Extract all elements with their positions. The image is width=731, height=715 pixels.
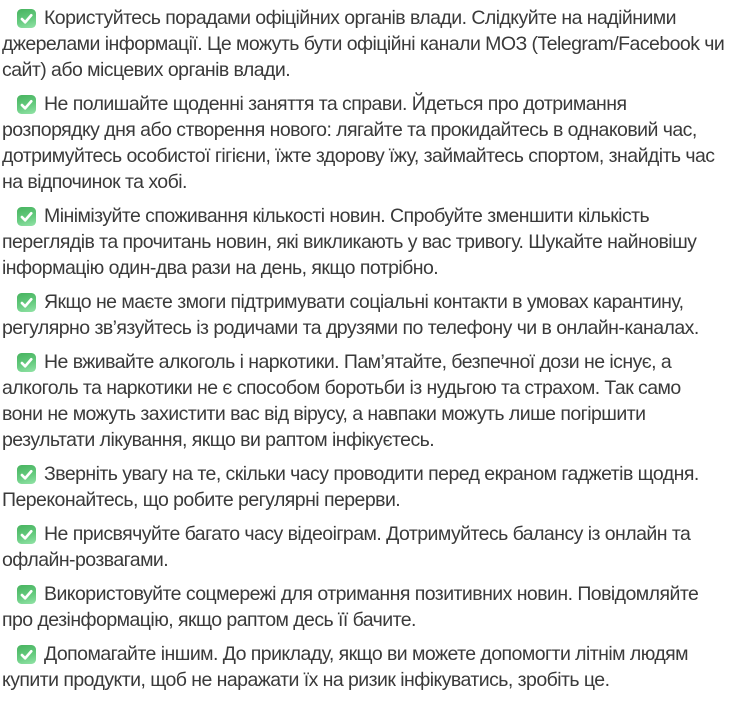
tip-text: Мінімізуйте споживання кількості новин. Спробуйте зменшити кількість переглядів та прочитань новин, які викликають у вас тривогу. Шукайте найновішу інформацію один-два рази на день, якщо потрібно. bbox=[2, 205, 697, 279]
tip-item bbox=[2, 581, 725, 633]
check-icon bbox=[17, 465, 36, 484]
tip-item bbox=[2, 349, 725, 453]
check-icon bbox=[17, 525, 36, 544]
tip-text: Допомагайте іншим. До прикладу, якщо ви можете допомогти літнім людям купити продукти, щоб не наражати їх на ризик інфікуватись, зробіть це. bbox=[2, 643, 689, 691]
check-icon bbox=[17, 293, 36, 312]
tip-text: Користуйтесь порадами офіційних органів влади. Слідкуйте на надійними джерелами інформації. Це можуть бути офіційні канали МОЗ (Telegram/Facebook чи сайт) або місцевих органів влади. bbox=[2, 7, 725, 81]
tip-text: Використовуйте соцмережі для отримання позитивних новин. Повідомляйте про дезінформацію, якщо раптом десь її бачите. bbox=[2, 583, 699, 631]
check-icon bbox=[17, 645, 36, 664]
tip-text: Зверніть увагу на те, скільки часу проводити перед екраном гаджетів щодня. Переконайтесь, що робите регулярні перерви. bbox=[2, 463, 699, 511]
tip-text: Не присвячуйте багато часу відеоіграм. Дотримуйтесь балансу із онлайн та офлайн-розвагами. bbox=[2, 523, 691, 571]
tip-item bbox=[2, 91, 725, 195]
check-icon bbox=[17, 585, 36, 604]
tip-item bbox=[2, 203, 725, 281]
tip-text: Не полишайте щоденні заняття та справи. Йдеться про дотримання розпорядку дня або створення нового: лягайте та прокидайтесь в однаковий час, дотримуйтесь особистої гігієни, їжте здорову їжу, займайтесь спортом, знайдіть час на відпочинок та хобі. bbox=[2, 93, 715, 193]
tip-item bbox=[2, 5, 725, 83]
tip-item bbox=[2, 641, 725, 693]
tip-text: Якщо не маєте змоги підтримувати соціальні контакти в умовах карантину, регулярно зв’язуйтесь із родичами та друзями по телефону чи в онлайн-каналах. bbox=[2, 291, 699, 339]
tip-item bbox=[2, 289, 725, 341]
check-icon bbox=[17, 95, 36, 114]
tip-item bbox=[2, 521, 725, 573]
tip-text: Не вживайте алкоголь і наркотики. Пам’ятайте, безпечної дози не існує, а алкоголь та наркотики не є способом боротьби із нудьгою та страхом. Так само вони не можуть захистити вас від вірусу, а навпаки можуть лише погіршити результати лікування, якщо ви раптом інфікуєтесь. bbox=[2, 351, 681, 451]
tip-item bbox=[2, 461, 725, 513]
check-icon bbox=[17, 9, 36, 28]
check-icon bbox=[17, 207, 36, 226]
check-icon bbox=[17, 353, 36, 372]
